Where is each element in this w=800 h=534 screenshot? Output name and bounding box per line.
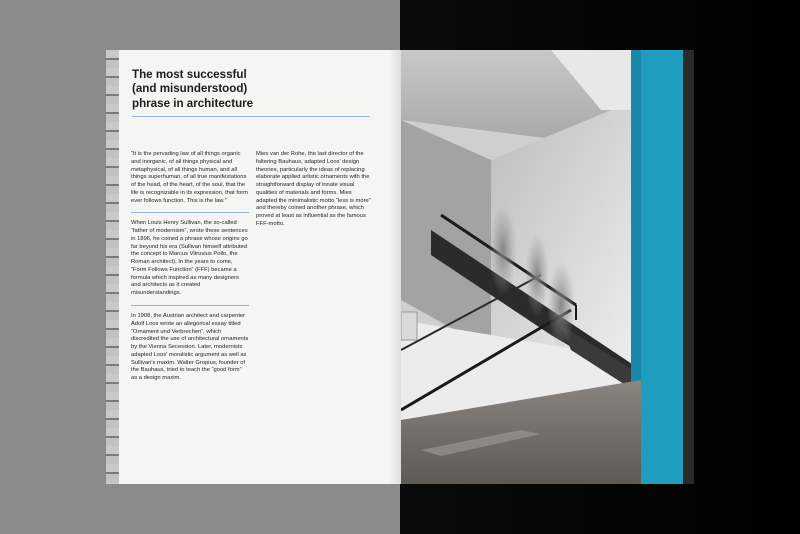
- person-blur: [547, 261, 575, 349]
- person-blur: [525, 233, 549, 317]
- title-line: phrase in architecture: [132, 96, 254, 110]
- title-line: The most successful: [132, 68, 247, 81]
- paragraph-divider: [131, 212, 249, 213]
- quote-paragraph: “It is the pervading law of all things organic and inorganic, of all things physical and metaphysical, of all things human, and all things superhuman, of all true manifestations of the head, of the heart, of the soul, that the life is recognizable in its expression, that form ever follows function. This is the law.”: [131, 151, 248, 204]
- stairwell-photo: [401, 50, 694, 484]
- stairwell-illustration: [401, 50, 694, 484]
- text-column-1: [131, 151, 249, 390]
- radiator: [401, 312, 417, 340]
- text-column-2: [256, 151, 374, 236]
- body-paragraph: Mies van der Rohe, the last director of the faltering Bauhaus, adapted Loos’ design theories, particularly the ideas of replacing elaborate applied artistic ornaments with the straightforward display of innate visual qualities of materials and forms. Mies adapted the minimalistic motto “less is more” and thereby coined another phrase, which proved at least as influential as the famous FFF-motto.: [256, 151, 371, 227]
- title-divider: [132, 116, 370, 117]
- title-line: (and misunderstood): [132, 82, 248, 96]
- image-bleed-strip: [106, 50, 119, 484]
- brochure-spread: [106, 50, 694, 484]
- column-shadow: [683, 50, 694, 484]
- body-paragraph: When Louis Henry Sullivan, the so-called “father of modernism”, wrote these sentences in 1896, he coined a phrase whose origins go far beyond his era (Sullivan himself attributed the concept to Marcus Vitruvius Pollo, the Roman architect). In the years to come, “Form Follows Function” (FFF) became a formula which inspired as many designers and architects as it created misunderstandings.: [131, 220, 248, 297]
- spine-shadow: [389, 50, 401, 484]
- person-blur: [489, 204, 517, 296]
- body-paragraph: In 1908, the Austrian architect and carpenter Adolf Loos wrote an allegorical essay titled “Ornament und Verbrechen”, which discredited the use of architectural ornaments by the Vienna Secession. Later, modernists adapted Loos’ moralistic argument as well as Sullivan’s maxim. Walter Gropius, founder of the Bauhaus, tried to teach the “good form” as a design maxim.: [131, 313, 249, 382]
- page-title: [132, 68, 372, 111]
- left-page: [106, 50, 401, 484]
- paragraph-divider: [131, 305, 249, 306]
